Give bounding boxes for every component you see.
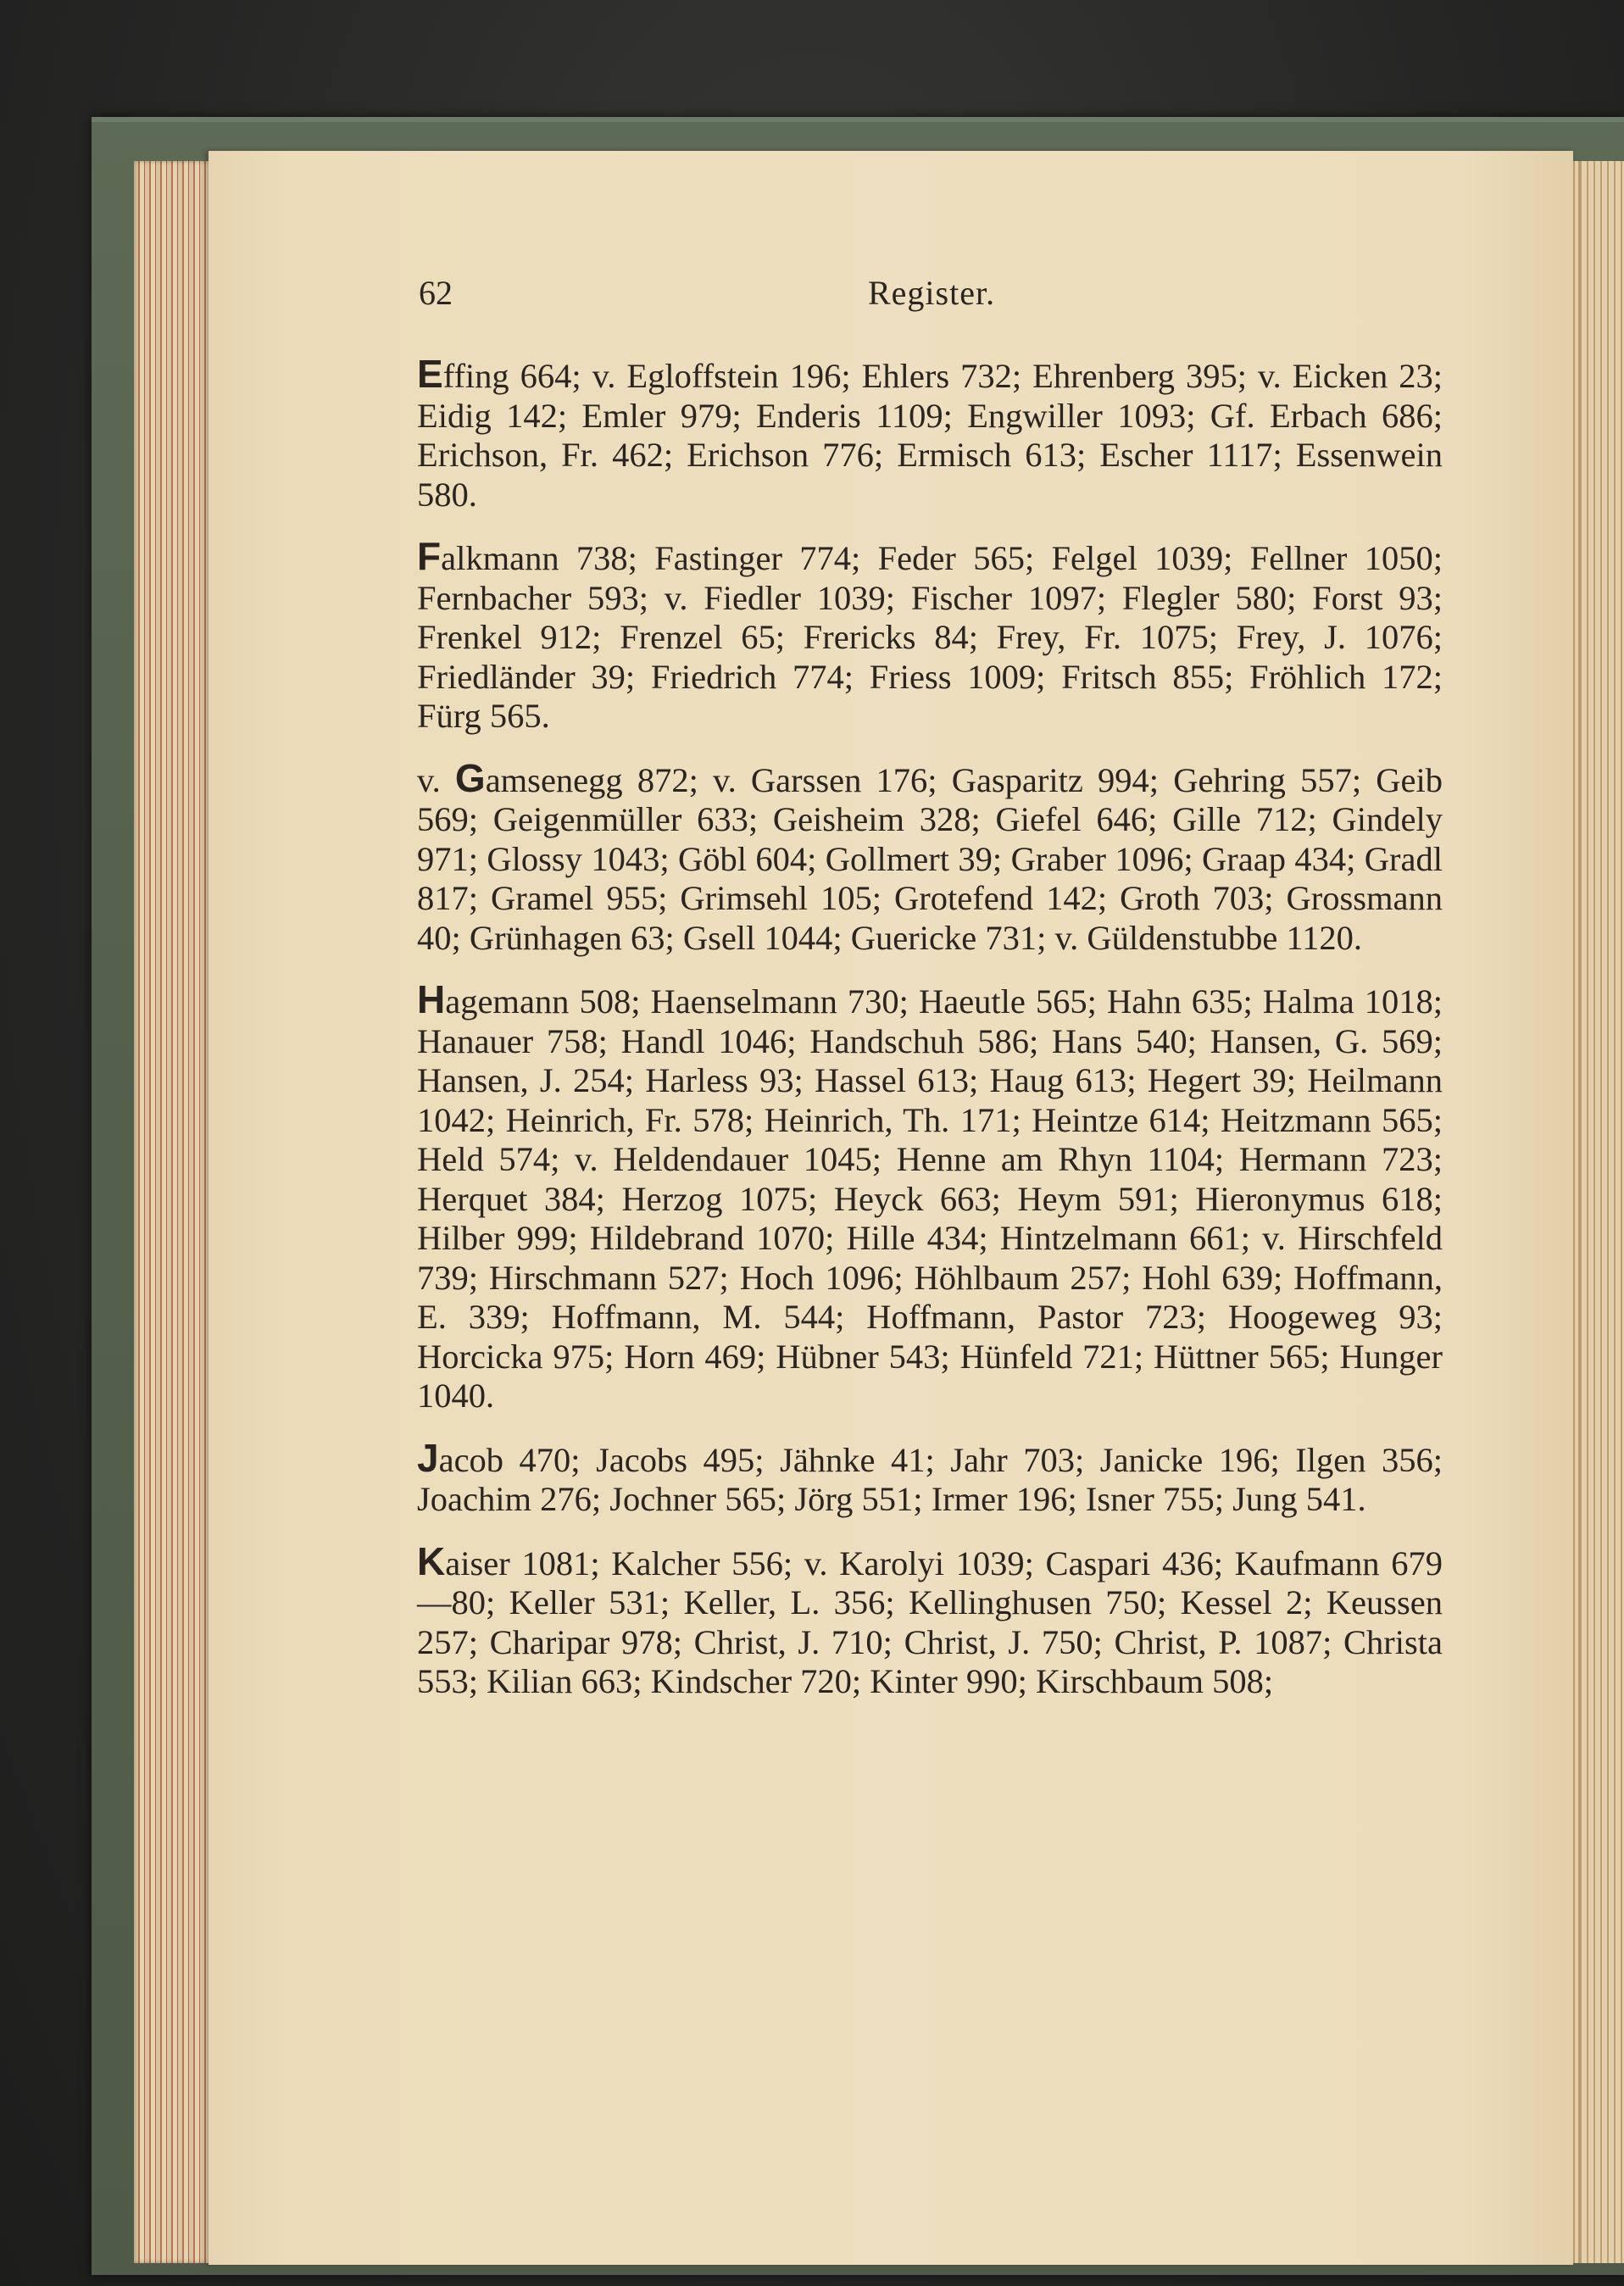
section-text: acob 470; Jacobs 495; Jähnke 41; Jahr 703; Janicke 196; Ilgen 356; Joachim 276; Jochner 565; Jörg 551; Irmer 196; Isner 755; Jung 541.: [417, 1440, 1443, 1518]
running-head: [419, 273, 1436, 324]
page-title: Register.: [868, 274, 996, 312]
section-prefix: v.: [417, 760, 455, 799]
register-section-g: [417, 755, 1443, 959]
section-text: aiser 1081; Kalcher 556; v. Karolyi 1039; Caspari 436; Kaufmann 679—80; Keller 531; Keller, L. 356; Kellinghusen 750; Kessel 2; Keussen 257; Charipar 978; Christ, J. 710; Christ, J. 750; Christ, P. 1087; Christa 553; Kilian 663; Kindscher 720; Kinter 990; Kirschbaum 508;: [417, 1543, 1443, 1700]
section-text: ffing 664; v. Egloffstein 196; Ehlers 732; Ehrenberg 395; v. Eicken 23; Eidig 142; Emler 979; Enderis 1109; Engwiller 1093; Gf. Erbach 686; Erichson, Fr. 462; Erichson 776; Ermisch 613; Escher 1117; Essenwein 580.: [417, 357, 1443, 514]
gutter-line: [1578, 161, 1581, 2263]
register-section-h: [417, 977, 1443, 1416]
register-section-e: [417, 354, 1443, 514]
section-initial: K: [417, 1538, 446, 1583]
page-number: 62: [419, 274, 453, 312]
register-section-j: [417, 1435, 1443, 1520]
section-text: amsenegg 872; v. Garssen 176; Gasparitz 994; Gehring 557; Geib 569; Geigenmüller 633; Geisheim 328; Giefel 646; Gille 712; Gindely 971; Glossy 1043; Göbl 604; Gollmert 39; Graber 1096; Graap 434; Gradl 817; Gramel 955; Grimsehl 105; Grotefend 142; Groth 703; Grossmann 40; Grünhagen 63; Gsell 1044; Guericke 731; v. Güldenstubbe 1120.: [417, 760, 1443, 957]
register-section-f: [417, 534, 1443, 737]
section-initial: F: [417, 534, 442, 578]
section-initial: E: [417, 352, 443, 396]
section-initial: G: [454, 755, 486, 800]
section-text: agemann 508; Haenselmann 730; Haeutle 565; Hahn 635; Halma 1018; Hanauer 758; Handl 1046; Handschuh 586; Hans 540; Hansen, G. 569; Hansen, J. 254; Harless 93; Hassel 613; Haug 613; Hegert 39; Heilmann 1042; Heinrich, Fr. 578; Heinrich, Th. 171; Heintze 614; Heitzmann 565; Held 574; v. Heldendauer 1045; Henne am Rhyn 1104; Hermann 723; Herquet 384; Herzog 1075; Heyck 663; Heym 591; Hieronymus 618; Hilber 999; Hildebrand 1070; Hille 434; Hintzelmann 661; v. Hirschfeld 739; Hirschmann 527; Hoch 1096; Höhlbaum 257; Hohl 639; Hoffmann, E. 339; Hoffmann, M. 544; Hoffmann, Pastor 723; Hoogeweg 93; Horcicka 975; Horn 469; Hübner 543; Hünfeld 721; Hüttner 565; Hunger 1040.: [417, 982, 1443, 1415]
register-text: [417, 354, 1443, 1724]
page-edges-right: [1568, 161, 1624, 2263]
section-initial: H: [417, 977, 446, 1021]
register-section-k: [417, 1538, 1443, 1702]
section-text: alkmann 738; Fastinger 774; Feder 565; Felgel 1039; Fellner 1050; Fernbacher 593; v. Fiedler 1039; Fischer 1097; Flegler 580; Forst 93; Frenkel 912; Frenzel 65; Frericks 84; Frey, Fr. 1075; Frey, J. 1076; Friedländer 39; Friedrich 774; Friess 1009; Fritsch 855; Fröhlich 172; Fürg 565.: [417, 539, 1443, 735]
section-initial: J: [417, 1435, 439, 1480]
page-edges-left: [134, 161, 212, 2263]
